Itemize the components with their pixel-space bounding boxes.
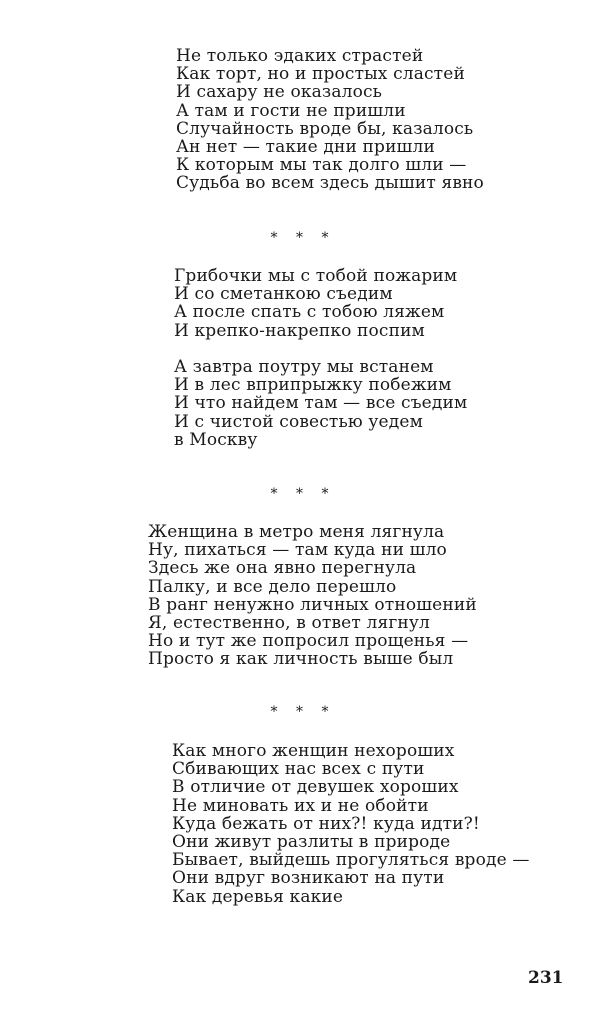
poem-1-stanza-1 bbox=[176, 47, 484, 193]
verse-line: Не только эдаких страстей bbox=[176, 46, 424, 66]
poem-2-stanza-1 bbox=[174, 267, 457, 340]
verse-line: Сбивающих нас всех с пути bbox=[172, 759, 425, 780]
poem-3-stanza-1 bbox=[148, 523, 477, 669]
poem-divider: * * * bbox=[270, 704, 336, 720]
verse-line: Как торт, но и простых сластей bbox=[176, 64, 465, 85]
verse-line: Куда бежать от них?! куда идти?! bbox=[172, 813, 480, 834]
page-number: 231 bbox=[528, 968, 564, 988]
verse-line: И в лес вприпрыжку побежим bbox=[174, 375, 452, 396]
poem-2-stanza-2 bbox=[174, 358, 467, 449]
verse-line: Судьба во всем здесь дышит явно bbox=[176, 173, 484, 194]
verse-line: Ну, пихаться — там куда ни шло bbox=[148, 540, 447, 561]
poem-4-stanza-1 bbox=[172, 742, 530, 906]
verse-line: А после спать с тобою ляжем bbox=[174, 302, 445, 323]
verse-line: в Москву bbox=[174, 429, 258, 450]
verse-line: В ранг ненужно личных отношений bbox=[148, 594, 477, 615]
verse-line: Я, естественно, в ответ лягнул bbox=[148, 612, 430, 633]
verse-line: И с чистой совестью уедем bbox=[174, 411, 423, 432]
verse-line: Они вдруг возникают на пути bbox=[172, 868, 445, 889]
verse-line: А там и гости не пришли bbox=[176, 100, 406, 121]
verse-line: Палку, и все дело перешло bbox=[148, 576, 397, 597]
verse-line: Здесь же она явно перегнула bbox=[148, 558, 417, 579]
verse-line: И сахару не оказалось bbox=[176, 82, 383, 103]
poem-divider: * * * bbox=[270, 486, 336, 502]
verse-line: Они живут разлиты в природе bbox=[172, 831, 451, 852]
verse-line: И со сметанкою съедим bbox=[174, 284, 393, 305]
verse-line: Не миновать их и не обойти bbox=[172, 795, 429, 816]
verse-line: Случайность вроде бы, казалось bbox=[176, 118, 474, 139]
verse-line: Женщина в метро меня лягнула bbox=[148, 522, 445, 542]
verse-line: Бывает, выйдешь прогуляться вроде — bbox=[172, 850, 530, 871]
verse-line: Как деревья какие bbox=[172, 886, 344, 907]
verse-line: Грибочки мы с тобой пожарим bbox=[174, 266, 458, 286]
verse-line: Ан нет — такие дни пришли bbox=[176, 136, 435, 157]
verse-line: Как много женщин нехороших bbox=[172, 741, 455, 761]
verse-line: И крепко-накрепко поспим bbox=[174, 320, 425, 341]
verse-line: В отличие от девушек хороших bbox=[172, 777, 459, 798]
verse-line: И что найдем там — все съедим bbox=[174, 393, 468, 414]
verse-line: А завтра поутру мы встанем bbox=[174, 357, 434, 377]
poem-divider: * * * bbox=[270, 230, 336, 246]
verse-line: К которым мы так долго шли — bbox=[176, 155, 467, 176]
verse-line: Но и тут же попросил прощенья — bbox=[148, 631, 469, 652]
verse-line: Просто я как личность выше был bbox=[148, 649, 454, 670]
